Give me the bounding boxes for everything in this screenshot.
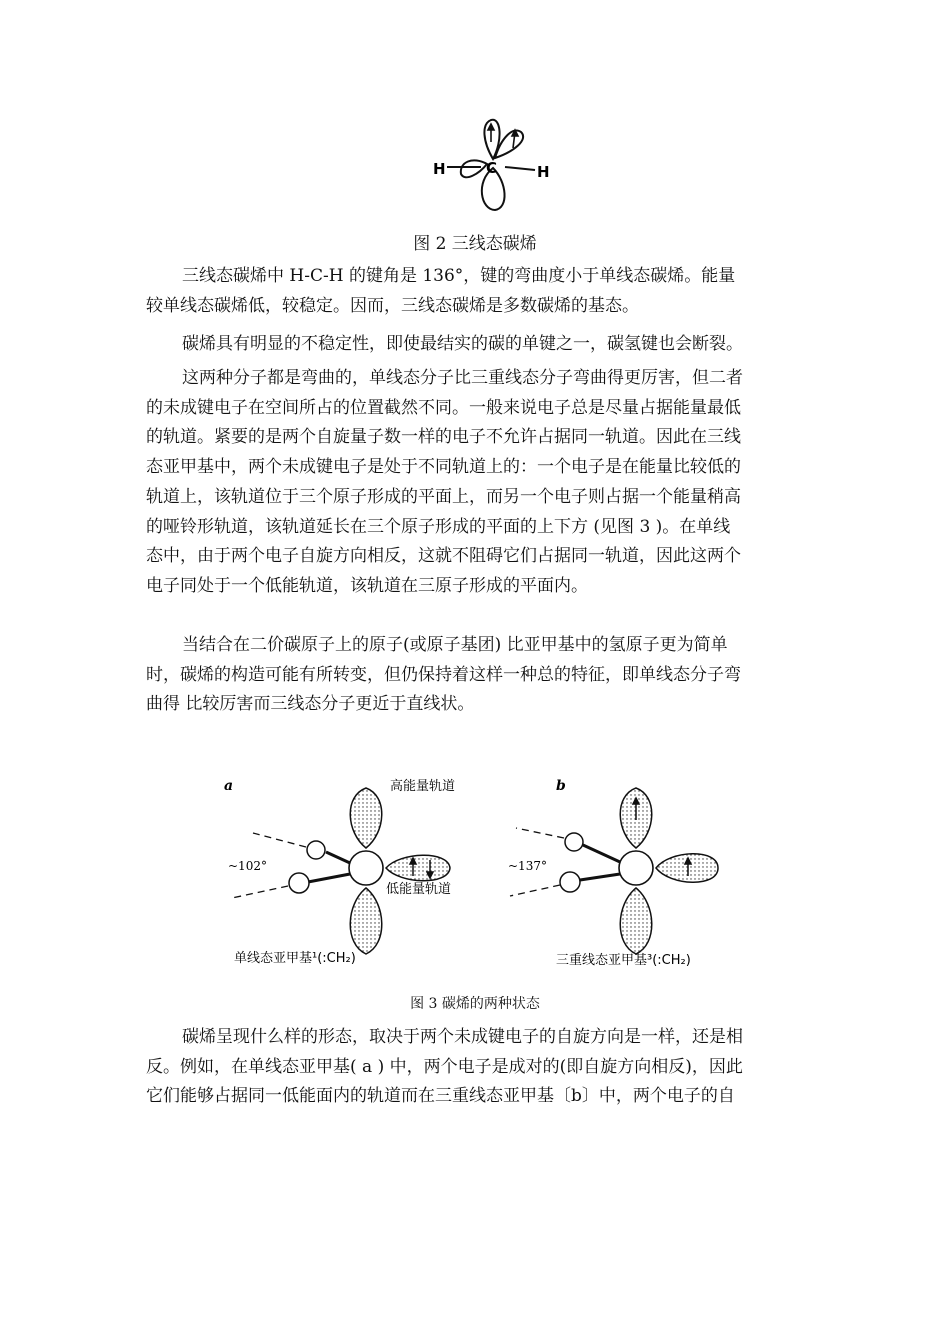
text-line: 轨道上，该轨道位于三个原子形成的平面上，而另一个电子则占据一个能量稍高 [146, 486, 741, 507]
upper-orbital-lobe [350, 788, 382, 848]
paragraph-2 [146, 330, 810, 360]
panel-b-triplet [508, 778, 718, 968]
panel-a-singlet [224, 778, 455, 966]
lower-orbital-lobe [620, 888, 652, 954]
paragraph-1 [146, 262, 810, 321]
carbon-atom-a [349, 851, 383, 885]
text-line: 当结合在二价碳原子上的原子(或原子基团) 比亚甲基中的氢原子更为简单 [182, 635, 728, 655]
hydrogen-left-label: H [433, 160, 446, 178]
text-line: 三线态碳烯中 H-C-H 的键角是 136°，键的弯曲度小于单线态碳烯。能量 [182, 266, 736, 286]
text-line: 态中，由于两个电子自旋方向相反，这就不阻碍它们占据同一轨道，因此这两个 [146, 546, 741, 567]
low-energy-orbital-label: 低能量轨道 [386, 882, 452, 897]
triplet-carbene-figure [425, 112, 565, 217]
text-line: 曲得 比较厉害而三线态分子更近于直线状。 [146, 694, 475, 715]
text-line: 反。例如，在单线态亚甲基( a ) 中，两个电子是成对的(即自旋方向相反)，因此 [146, 1056, 743, 1077]
text-line: 较单线态碳烯低，较稳定。因而，三线态碳烯是多数碳烯的基态。 [146, 295, 639, 316]
hydrogen-atom-a2 [289, 873, 309, 893]
carbon-atom-label: C [486, 159, 498, 177]
panel-a-letter: a [224, 778, 234, 794]
text-line: 的哑铃形轨道，该轨道延长在三个原子形成的平面的上下方 (见图 3 )。在单线 [146, 516, 731, 537]
figure-3-caption: 图 3 碳烯的两种状态 [410, 996, 540, 1012]
text-line: 的轨道。紧要的是两个自旋量子数一样的电子不允许占据同一轨道。因此在三线 [146, 427, 741, 448]
angle-label-a: ~102° [228, 859, 267, 873]
panel-a-caption: 单线态亚甲基¹(:CH₂) [234, 951, 356, 966]
carbon-atom-b [619, 851, 653, 885]
paragraph-3 [146, 364, 810, 602]
high-energy-orbital-label: 高能量轨道 [390, 779, 456, 794]
side-orbital-lobe [656, 854, 718, 883]
paragraph-4 [146, 631, 810, 720]
left-small-lobe [461, 160, 487, 177]
text-line: 这两种分子都是弯曲的，单线态分子比三重线态分子弯曲得更厉害，但二者 [182, 368, 743, 388]
text-line: 态亚甲基中，两个未成键电子是处于不同轨道上的：一个电子是在能量比较低的 [146, 457, 741, 478]
lower-orbital-lobe [350, 888, 382, 954]
text-line: 电子同处于一个低能轨道，该轨道在三原子形成的平面内。 [146, 575, 588, 596]
angle-label-b: ~137° [508, 859, 547, 873]
text-line: 碳烯具有明显的不稳定性，即使最结实的碳的单键之一，碳氢键也会断裂。 [182, 334, 743, 354]
hydrogen-atom-a1 [307, 841, 325, 859]
panel-b-caption: 三重线态亚甲基³(:CH₂) [556, 953, 691, 968]
carbene-states-figure [218, 770, 733, 975]
paragraph-5 [146, 1023, 810, 1112]
hydrogen-right-label: H [537, 163, 550, 181]
figure-2-caption: 图 2 三线态碳烯 [413, 234, 537, 254]
hydrogen-atom-b1 [565, 833, 583, 851]
text-line: 碳烯呈现什么样的形态，取决于两个未成键电子的自旋方向是一样，还是相 [182, 1027, 743, 1047]
text-line: 时，碳烯的构造可能有所转变，但仍保持着这样一种总的特征，即单线态分子弯 [146, 664, 741, 685]
low-energy-orbital-lobe [386, 855, 450, 881]
text-line: 它们能够占据同一低能面内的轨道而在三重线态亚甲基〔b〕中，两个电子的自 [146, 1086, 735, 1107]
text-line: 的未成键电子在空间所占的位置截然不同。一般来说电子总是尽量占据能量最低 [146, 397, 741, 418]
hydrogen-atom-b2 [560, 872, 580, 892]
panel-b-letter: b [556, 778, 566, 794]
